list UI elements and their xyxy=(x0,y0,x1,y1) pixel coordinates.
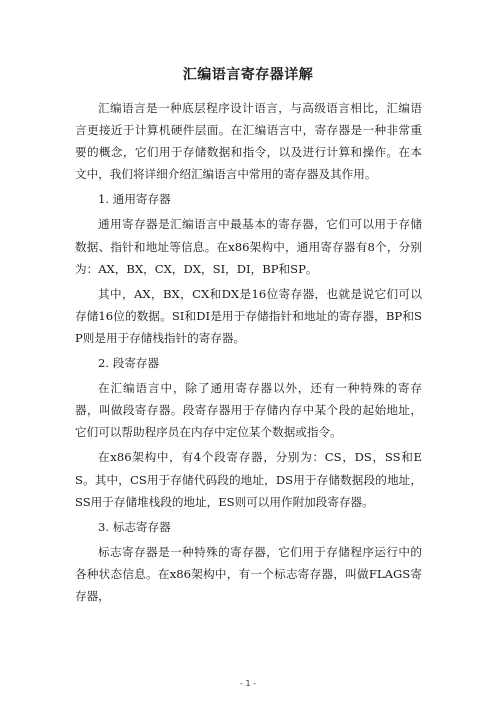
document-title: 汇编语言寄存器详解 xyxy=(182,67,314,83)
paragraph: 其中，AX，BX，CX和DX是16位寄存器，也就是说它们可以存储16位的数据。SI和DI是用于存储指针和地址的寄存器，BP和SP则是用于存储栈指针的寄存器。 xyxy=(75,286,422,345)
paragraph: 在x86架构中，有4个段寄存器，分别为：CS，DS，SS和ES。其中，CS用于存储代码段的地址，DS用于存储数据段的地址，SS用于存储堆栈段的地址，ES则可以用作附加段寄存器。 xyxy=(75,450,422,509)
section-heading: 3. 标志寄存器 xyxy=(98,519,171,534)
document-body xyxy=(75,97,422,610)
page-number: - 1 - xyxy=(240,679,256,688)
paragraph: 汇编语言是一种底层程序设计语言，与高级语言相比，汇编语言更接近于计算机硬件层面。在汇编语言中，寄存器是一种非常重要的概念，它们用于存储数据和指令，以及进行计算和操作。在本文中，我们将详细介绍汇编语言中常用的寄存器及其作用。 xyxy=(75,101,422,182)
section-heading: 1. 通用寄存器 xyxy=(98,192,171,207)
paragraph: 标志寄存器是一种特殊的寄存器，它们用于存储程序运行中的各种状态信息。在x86架构中，有一个标志寄存器，叫做FLAGS寄存器， xyxy=(75,544,422,603)
paragraph: 通用寄存器是汇编语言中最基本的寄存器，它们可以用于存储数据、指针和地址等信息。在x86架构中，通用寄存器有8个，分别为：AX，BX，CX，DX，SI，DI，BP和SP。 xyxy=(75,217,422,276)
section-heading: 2. 段寄存器 xyxy=(98,356,160,371)
paragraph: 在汇编语言中，除了通用寄存器以外，还有一种特殊的寄存器，叫做段寄存器。段寄存器用于存储内存中某个段的起始地址，它们可以帮助程序员在内存中定位某个数据或指令。 xyxy=(75,381,422,440)
